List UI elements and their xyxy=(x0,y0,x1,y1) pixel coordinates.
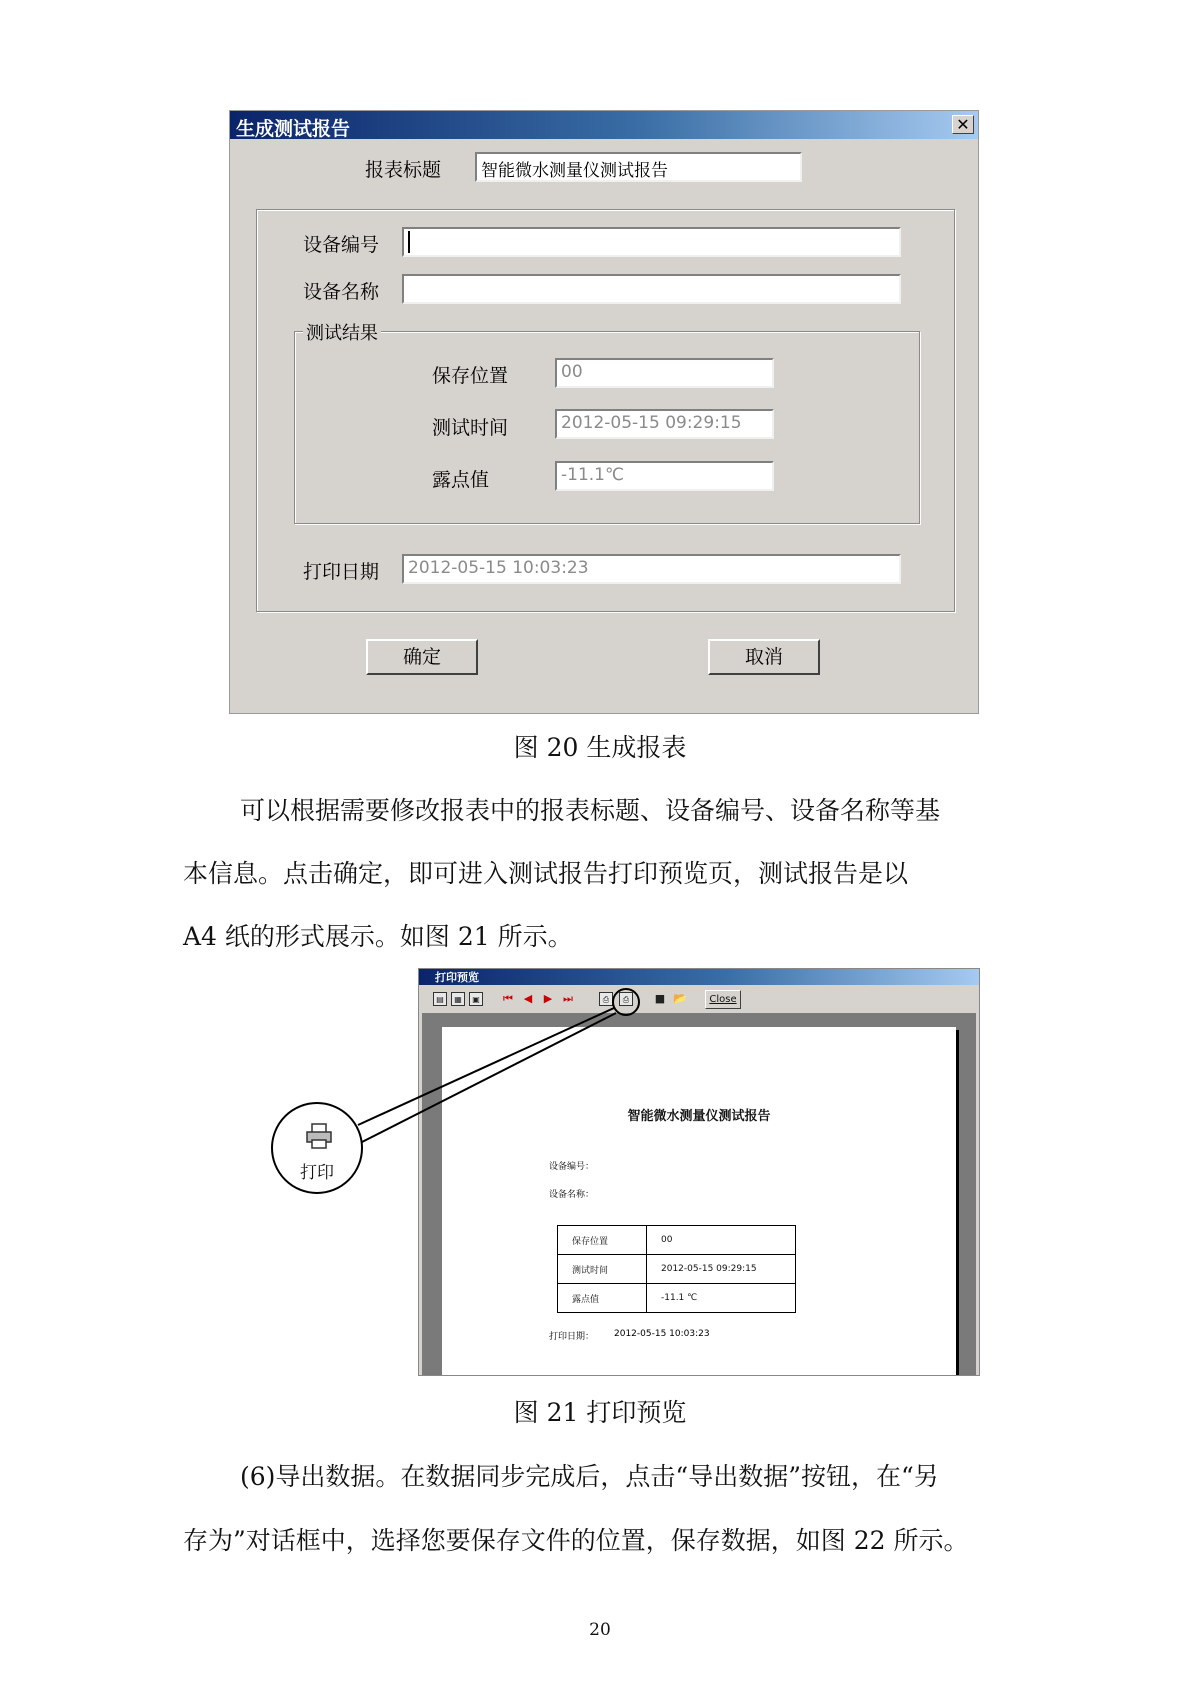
paragraph-1-line-2: 本信息。点击确定，即可进入测试报告打印预览页，测试报告是以 xyxy=(183,859,909,888)
table-cell: 测试时间 xyxy=(558,1255,647,1284)
table-cell: 露点值 xyxy=(558,1284,647,1313)
table-cell: 2012-05-15 09:29:15 xyxy=(647,1255,796,1284)
paragraph-1-line-3: A4 纸的形式展示。如图 21 所示。 xyxy=(183,922,573,951)
report-title-label: 报表标题 xyxy=(365,159,442,181)
previous-page-icon[interactable]: ◀ xyxy=(523,992,533,1005)
test-time-label: 测试时间 xyxy=(432,417,509,439)
dew-point-label: 露点值 xyxy=(432,469,490,491)
printer-icon xyxy=(304,1122,334,1152)
figure-20-caption: 图 20 生成报表 xyxy=(513,733,687,762)
paragraph-2-line-2: 存为”对话框中，选择您要保存文件的位置，保存数据，如图 22 所示。 xyxy=(183,1526,969,1555)
preview-device-name-label: 设备名称： xyxy=(549,1190,595,1200)
figure-21-caption: 图 21 打印预览 xyxy=(513,1398,687,1427)
preview-title: 打印预览 xyxy=(435,971,479,984)
report-title-input[interactable]: 智能微水测量仪测试报告 xyxy=(475,152,802,182)
print-callout-bubble xyxy=(271,1102,363,1194)
dialog-title: 生成测试报告 xyxy=(236,118,351,140)
cancel-button[interactable]: 取消 xyxy=(708,639,820,675)
save-icon[interactable]: ■ xyxy=(654,992,666,1005)
table-cell: 保存位置 xyxy=(558,1226,647,1255)
callout-label: 打印 xyxy=(300,1163,334,1183)
test-result-legend: 测试结果 xyxy=(303,319,381,345)
preview-close-button[interactable]: Close xyxy=(705,990,741,1009)
preview-report-title: 智能微水测量仪测试报告 xyxy=(627,1109,771,1124)
multi-page-icon[interactable]: ▦ xyxy=(451,992,465,1006)
print-icon[interactable]: ⎙ xyxy=(619,992,633,1006)
paragraph-1-line-1: 可以根据需要修改报表中的报表标题、设备编号、设备名称等基 xyxy=(240,796,941,825)
save-location-field: 00 xyxy=(555,358,774,388)
callout-line-bottom xyxy=(360,1013,616,1143)
test-time-field: 2012-05-15 09:29:15 xyxy=(555,409,774,439)
device-name-label: 设备名称 xyxy=(303,281,380,303)
preview-print-date-value: 2012-05-15 10:03:23 xyxy=(614,1329,710,1339)
ok-button[interactable]: 确定 xyxy=(366,639,478,675)
callout-line-top xyxy=(358,1008,614,1125)
first-page-icon[interactable]: ⏮ xyxy=(503,992,513,1005)
device-no-label: 设备编号 xyxy=(303,234,380,256)
paragraph-2-line-1: (6)导出数据。在数据同步完成后，点击“导出数据”按钮，在“另 xyxy=(240,1462,939,1491)
single-page-icon[interactable]: ▤ xyxy=(433,992,447,1006)
print-date-label: 打印日期 xyxy=(303,561,380,583)
dew-point-field: -11.1℃ xyxy=(555,461,774,491)
print-button-highlight-ring xyxy=(613,989,639,1015)
open-folder-icon[interactable]: 📂 xyxy=(673,992,687,1005)
table-cell: -11.1 ℃ xyxy=(647,1284,796,1313)
save-location-label: 保存位置 xyxy=(432,365,509,387)
zoom-page-icon[interactable]: ▣ xyxy=(469,992,483,1006)
next-page-icon[interactable]: ▶ xyxy=(543,992,553,1005)
print-date-field: 2012-05-15 10:03:23 xyxy=(402,554,901,584)
last-page-icon[interactable]: ⏭ xyxy=(563,992,573,1005)
preview-print-date-label: 打印日期： xyxy=(549,1332,595,1342)
print-setup-icon[interactable]: ⎙ xyxy=(599,992,613,1006)
preview-device-no-label: 设备编号： xyxy=(549,1162,595,1172)
close-icon[interactable]: ✕ xyxy=(952,115,974,134)
table-cell: 00 xyxy=(647,1226,796,1255)
page-number: 20 xyxy=(589,1620,611,1640)
